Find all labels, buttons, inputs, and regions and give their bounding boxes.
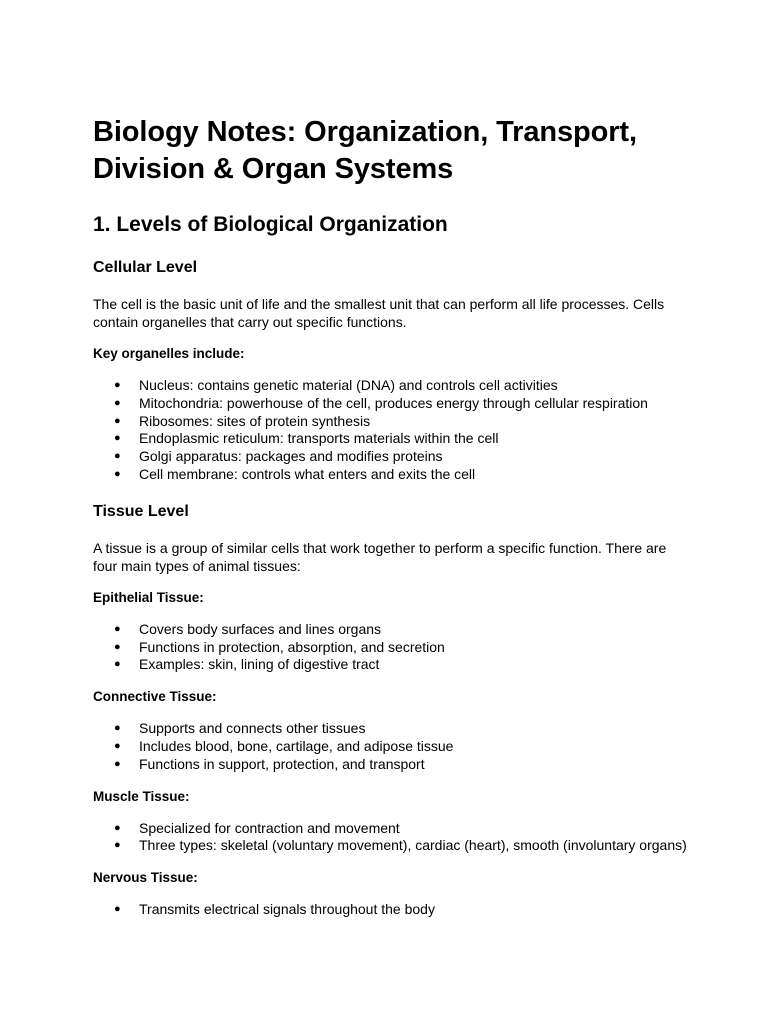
bullet-icon: ●	[114, 722, 121, 735]
list-item-text: Ribosomes: sites of protein synthesis	[139, 412, 371, 429]
subheading-cellular-level: Cellular Level	[93, 259, 198, 276]
list-item-text: Functions in support, protection, and transport	[139, 755, 425, 772]
list-item-text: Mitochondria: powerhouse of the cell, produces energy through cellular respiration	[139, 394, 648, 411]
label-muscle-tissue: Muscle Tissue:	[93, 788, 190, 804]
list-item-text: Three types: skeletal (voluntary movement), cardiac (heart), smooth (involuntary organs)	[139, 837, 687, 854]
list-item-text: Transmits electrical signals throughout the body	[139, 901, 435, 918]
document-title: Biology Notes: Organization, Transport, Division & Organ Systems	[93, 116, 637, 185]
list-item	[93, 756, 693, 774]
paragraph-cellular-level: The cell is the basic unit of life and the smallest unit that can perform all life processes. Cells contain organelles that carry out specific functions.	[93, 296, 665, 330]
list-item	[93, 656, 693, 674]
bullet-icon: ●	[114, 467, 121, 480]
label-nervous-tissue: Nervous Tissue:	[93, 870, 198, 886]
bullet-icon: ●	[114, 414, 121, 427]
document-page	[93, 114, 693, 919]
label-key-organelles: Key organelles include:	[93, 346, 245, 361]
list-item-text: Includes blood, bone, cartilage, and adipose tissue	[139, 737, 454, 754]
list-item	[93, 639, 693, 657]
subheading-tissue-level: Tissue Level	[93, 502, 189, 520]
list-item	[93, 395, 693, 413]
list-item	[93, 720, 693, 738]
section-heading-levels-of-organization: 1. Levels of Biological Organization	[93, 213, 448, 236]
bullet-icon: ●	[114, 640, 121, 653]
list-item	[93, 738, 693, 756]
list-item-text: Functions in protection, absorption, and secretion	[139, 638, 445, 655]
bullet-icon: ●	[114, 379, 121, 391]
bullet-icon: ●	[114, 903, 121, 916]
label-epithelial-tissue: Epithelial Tissue:	[93, 589, 204, 605]
epithelial-list	[93, 621, 693, 674]
list-item-text: Endoplasmic reticulum: transports materials within the cell	[139, 430, 499, 447]
list-item	[93, 621, 693, 639]
connective-list	[93, 720, 693, 773]
bullet-icon: ●	[114, 622, 121, 635]
list-item-text: Cell membrane: controls what enters and exits the cell	[139, 465, 476, 482]
list-item-text: Golgi apparatus: packages and modifies proteins	[139, 448, 443, 465]
list-item	[93, 466, 693, 484]
list-item	[93, 430, 693, 448]
label-connective-tissue: Connective Tissue:	[93, 689, 217, 705]
muscle-list	[93, 820, 693, 856]
list-item	[93, 820, 693, 838]
nervous-list	[93, 901, 693, 919]
bullet-icon: ●	[114, 450, 121, 463]
list-item	[93, 448, 693, 466]
bullet-icon: ●	[114, 757, 121, 770]
bullet-icon: ●	[114, 432, 121, 445]
list-item-text: Specialized for contraction and movement	[139, 819, 400, 836]
list-item	[93, 901, 693, 919]
list-item	[93, 837, 693, 855]
bullet-icon: ●	[114, 396, 121, 409]
list-item-text: Nucleus: contains genetic material (DNA) and controls cell activities	[139, 377, 558, 393]
list-item-text: Supports and connects other tissues	[139, 720, 366, 737]
list-item	[93, 413, 693, 431]
organelles-list	[93, 377, 693, 484]
list-item	[93, 377, 693, 395]
bullet-icon: ●	[114, 658, 121, 671]
paragraph-tissue-level: A tissue is a group of similar cells that work together to perform a specific function. There are four main types of animal tissues:	[93, 539, 667, 574]
bullet-icon: ●	[114, 739, 121, 752]
bullet-icon: ●	[114, 839, 121, 852]
bullet-icon: ●	[114, 821, 121, 834]
list-item-text: Covers body surfaces and lines organs	[139, 620, 382, 637]
list-item-text: Examples: skin, lining of digestive tract	[139, 656, 380, 673]
